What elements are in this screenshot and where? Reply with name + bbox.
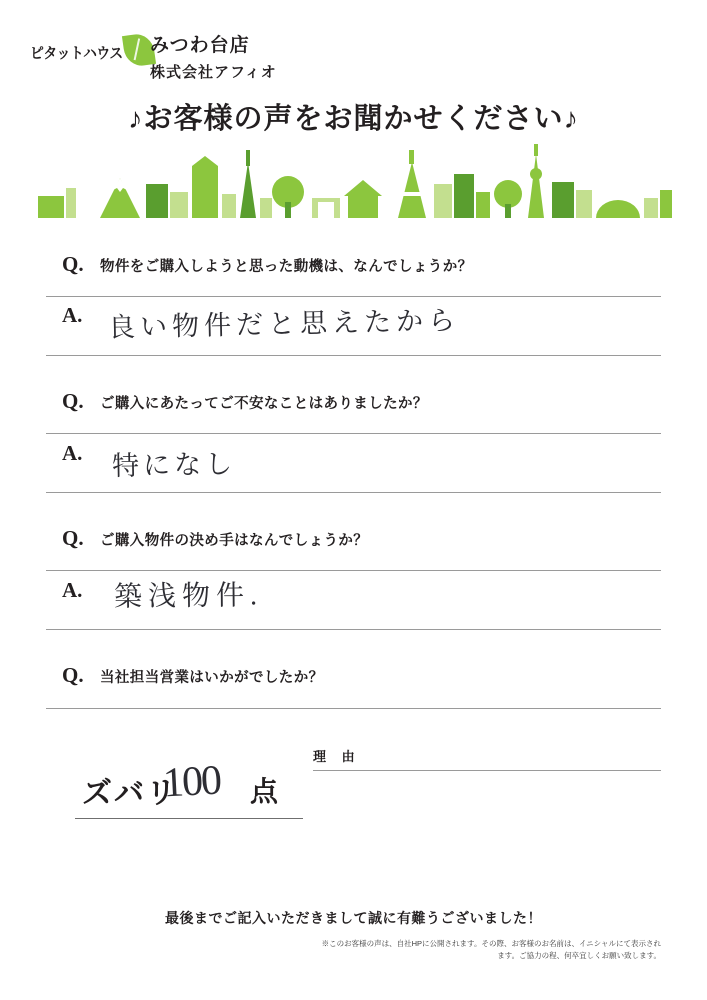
logo-wordmark: ピタットハウス <box>30 45 123 62</box>
score-prefix: ズバリ <box>82 777 178 810</box>
document-header <box>0 26 707 86</box>
answer-rule-2b <box>46 492 661 493</box>
score-rule <box>75 818 303 819</box>
reason-rule <box>313 770 661 771</box>
reason-label: 理 由 <box>313 749 361 764</box>
company-name: 株式会社アフィオ <box>150 64 277 81</box>
answer-letter-1: A. <box>62 303 83 327</box>
cityscape-illustration <box>0 140 707 220</box>
store-name: みつわ台店 <box>150 35 250 56</box>
score-value-handwriting: 100 <box>161 757 222 807</box>
pitathouse-logo <box>30 34 150 68</box>
answer-letter-2: A. <box>62 441 83 465</box>
question-letter: Q. <box>62 663 84 687</box>
answer-rule-3b <box>46 629 661 630</box>
page-title: ♪お客様の声をお聞かせください♪ <box>127 103 579 135</box>
question-letter: Q. <box>62 526 84 550</box>
footer-note-line1: ※このお客様の声は、自社HPに公開されます。その際、お客様のお名前は、イニシャルにて表示され <box>321 939 661 948</box>
store-info <box>150 30 277 82</box>
footer-thanks: 最後までご記入いただきまして誠に有難うございました！ <box>165 910 542 926</box>
question-row-1 <box>62 252 473 277</box>
answer-handwriting-2: 特になし <box>111 448 237 482</box>
question-letter: Q. <box>62 252 84 276</box>
question-row-4 <box>62 663 324 688</box>
question-text: 物件をご購入しようと思った動機は、なんでしょうか？ <box>100 259 473 275</box>
answer-rule-4 <box>46 708 661 709</box>
footer-note <box>0 938 707 961</box>
question-text: ご購入物件の決め手はなんでしょうか？ <box>100 533 369 549</box>
cityscape-svg <box>0 140 707 220</box>
question-text: ご購入にあたってご不安なことはありましたか？ <box>100 396 428 412</box>
answer-rule-1b <box>46 355 661 356</box>
question-row-3 <box>62 526 368 551</box>
answer-rule-2 <box>46 433 661 434</box>
question-row-2 <box>62 389 428 414</box>
answer-rule-1 <box>46 296 661 297</box>
answer-letter-3: A. <box>62 578 83 602</box>
answer-rule-3 <box>46 570 661 571</box>
answer-handwriting-3: 築浅物件. <box>113 580 264 613</box>
footer-note-line2: ます。ご協力の程、何卒宜しくお願い致します。 <box>497 950 661 960</box>
score-unit: 点 <box>250 776 279 807</box>
question-text: 当社担当営業はいかがでしたか？ <box>100 670 324 686</box>
question-letter: Q. <box>62 389 84 413</box>
answer-handwriting-1: 良い物件だと思えたから <box>107 305 461 343</box>
